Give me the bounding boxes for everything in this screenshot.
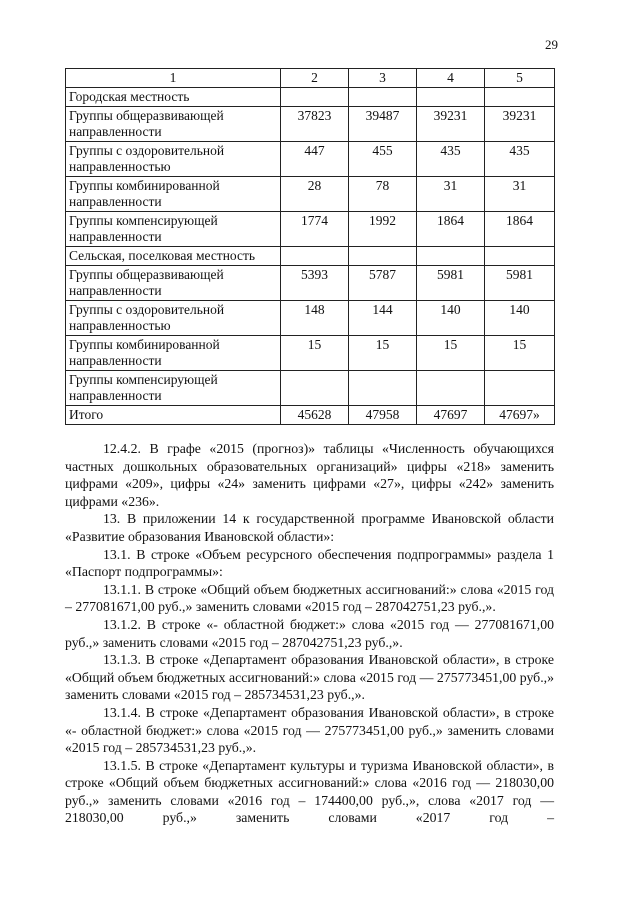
value-cell: 5393 (281, 266, 349, 301)
empty-cell (349, 247, 417, 266)
value-cell: 15 (349, 336, 417, 371)
value-cell (281, 371, 349, 406)
value-cell: 47958 (349, 406, 417, 425)
empty-cell (485, 247, 555, 266)
row-label: Группы компенсирующей направленности (66, 212, 281, 247)
header-cell: 5 (485, 69, 555, 88)
row-label: Группы с оздоровительной направленностью (66, 301, 281, 336)
value-cell (349, 371, 417, 406)
empty-cell (417, 88, 485, 107)
row-label: Группы общеразвивающей направленности (66, 107, 281, 142)
table-row (66, 371, 555, 406)
empty-cell (417, 247, 485, 266)
value-cell: 45628 (281, 406, 349, 425)
table-row (66, 142, 555, 177)
section-label: Городская местность (66, 88, 281, 107)
table-row (66, 107, 555, 142)
paragraph: 13.1.1. В строке «Общий объем бюджетных ассигнований:» слова «2015 год – 277081671,00 руб.,» заменить словами «2015 год – 287042751,23 руб.,». (65, 581, 554, 615)
row-label: Группы с оздоровительной направленностью (66, 142, 281, 177)
value-cell: 39231 (417, 107, 485, 142)
value-cell: 39487 (349, 107, 417, 142)
value-cell: 47697» (485, 406, 555, 425)
value-cell: 5787 (349, 266, 417, 301)
paragraph: 13.1. В строке «Объем ресурсного обеспечения подпрограммы» раздела 1 «Паспорт подпрограммы»: (65, 546, 554, 580)
header-cell: 3 (349, 69, 417, 88)
groups-table (65, 68, 555, 425)
row-label: Группы общеразвивающей направленности (66, 266, 281, 301)
empty-cell (349, 88, 417, 107)
value-cell: 78 (349, 177, 417, 212)
empty-cell (281, 88, 349, 107)
value-cell: 28 (281, 177, 349, 212)
value-cell: 435 (485, 142, 555, 177)
value-cell: 455 (349, 142, 417, 177)
table-row (66, 406, 555, 425)
row-label: Группы компенсирующей направленности (66, 371, 281, 406)
value-cell: 435 (417, 142, 485, 177)
value-cell: 140 (417, 301, 485, 336)
header-cell: 1 (66, 69, 281, 88)
paragraph: 13.1.2. В строке «- областной бюджет:» слова «2015 год — 277081671,00 руб.,» заменить словами «2015 год – 287042751,23 руб.,». (65, 616, 554, 650)
row-label: Итого (66, 406, 281, 425)
paragraph: 13.1.3. В строке «Департамент образования Ивановской области», в строке «Общий объем бюджетных ассигнований:» слова «2015 год — 275773451,00 руб.,» заменить словами «2015 год – 285734531,23 руб.,». (65, 652, 554, 703)
value-cell: 447 (281, 142, 349, 177)
row-label: Группы комбинированной направленности (66, 336, 281, 371)
value-cell (417, 371, 485, 406)
value-cell: 47697 (417, 406, 485, 425)
value-cell: 15 (485, 336, 555, 371)
value-cell: 5981 (485, 266, 555, 301)
value-cell (485, 371, 555, 406)
page-number: 29 (545, 37, 558, 52)
table-section-row (66, 247, 555, 266)
header-cell: 4 (417, 69, 485, 88)
empty-cell (485, 88, 555, 107)
paragraph: 13. В приложении 14 к государственной программе Ивановской области «Развитие образования Ивановской области»: (65, 511, 554, 544)
value-cell: 1992 (349, 212, 417, 247)
table-row (66, 266, 555, 301)
empty-cell (281, 247, 349, 266)
value-cell: 144 (349, 301, 417, 336)
value-cell: 1864 (485, 212, 555, 247)
table-row (66, 212, 555, 247)
document-body (65, 440, 554, 827)
value-cell: 37823 (281, 107, 349, 142)
table-row (66, 301, 555, 336)
value-cell: 5981 (417, 266, 485, 301)
value-cell: 1864 (417, 212, 485, 247)
paragraph: 13.1.4. В строке «Департамент образования Ивановской области», в строке «- областной бюджет:» слова «2015 год — 275773451,00 руб.,» заменить словами «2015 год – 285734531,23 руб.,». (65, 704, 554, 756)
table-row (66, 177, 555, 212)
value-cell: 39231 (485, 107, 555, 142)
value-cell: 148 (281, 301, 349, 336)
header-cell: 2 (281, 69, 349, 88)
section-label: Сельская, поселковая местность (66, 247, 281, 266)
value-cell: 1774 (281, 212, 349, 247)
value-cell: 31 (417, 177, 485, 212)
paragraph: 12.4.2. В графе «2015 (прогноз)» таблицы «Численность обучающихся частных дошкольных образовательных организаций» цифры «218» заменить цифрами «209», цифры «24» заменить цифрами «27», цифры «242» заменить цифрами «236». (65, 441, 554, 509)
value-cell: 140 (485, 301, 555, 336)
row-label: Группы комбинированной направленности (66, 177, 281, 212)
table-row (66, 336, 555, 371)
value-cell: 15 (281, 336, 349, 371)
table-section-row (66, 88, 555, 107)
value-cell: 15 (417, 336, 485, 371)
table-body (66, 69, 555, 425)
paragraph: 13.1.5. В строке «Департамент культуры и туризма Ивановской области», в строке «Общий объем бюджетных ассигнований:» слова «2016 год — 218030,00 руб.,» заменить словами «2016 год – 174400,00 руб.,», слова «2017 год — 218030,00 руб.,» заменить словами «2017 год – (65, 757, 554, 826)
table-header-row (66, 69, 555, 88)
value-cell: 31 (485, 177, 555, 212)
